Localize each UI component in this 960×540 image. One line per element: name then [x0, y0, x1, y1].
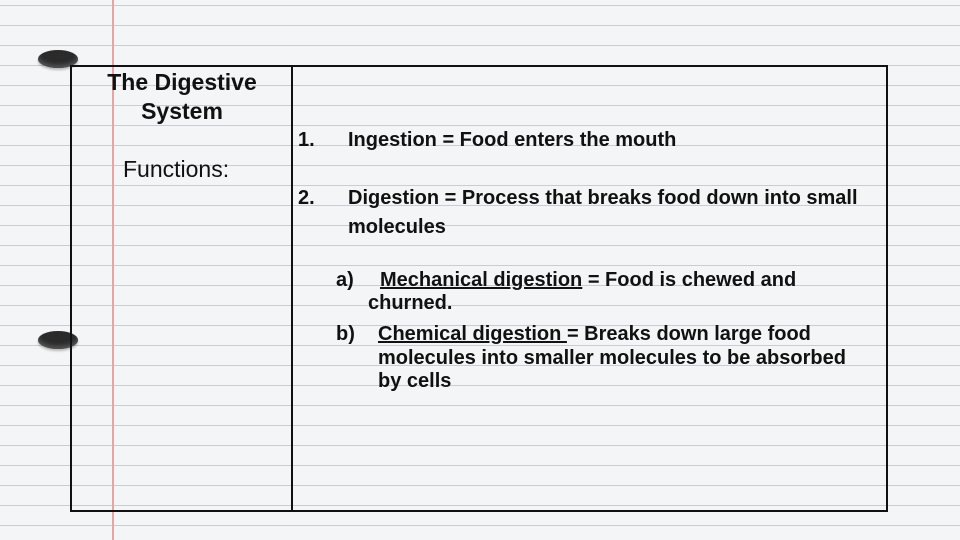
item-text-2-line2: molecules [348, 216, 446, 238]
slide-title: The Digestive System [107, 69, 257, 124]
subitem-letter-b: b) [336, 323, 355, 345]
subitem-b-line2: molecules into smaller molecules to be absorbed [378, 347, 846, 369]
subitem-a-rest: = Food is chewed and [582, 269, 797, 291]
subitem-letter-a: a) [336, 269, 354, 291]
subitem-a-term: Mechanical digestion [380, 269, 583, 291]
functions-label: Functions: [123, 156, 230, 182]
subitem-a-line1 [380, 268, 796, 292]
subitem-b-line3: by cells [378, 370, 452, 392]
subitem-b-term: Chemical digestion [378, 323, 567, 345]
subitem-b-line1 [378, 322, 811, 346]
subitem-b-rest: = Breaks down large food [566, 323, 811, 345]
item-text-1: Ingestion = Food enters the mouth [348, 129, 677, 151]
subitem-a-line2: churned. [368, 292, 453, 314]
item-text-2-line1: Digestion = Process that breaks food down into small [348, 187, 858, 209]
item-number-1: 1. [298, 129, 315, 151]
column-divider [291, 65, 293, 512]
item-number-2: 2. [298, 187, 315, 209]
